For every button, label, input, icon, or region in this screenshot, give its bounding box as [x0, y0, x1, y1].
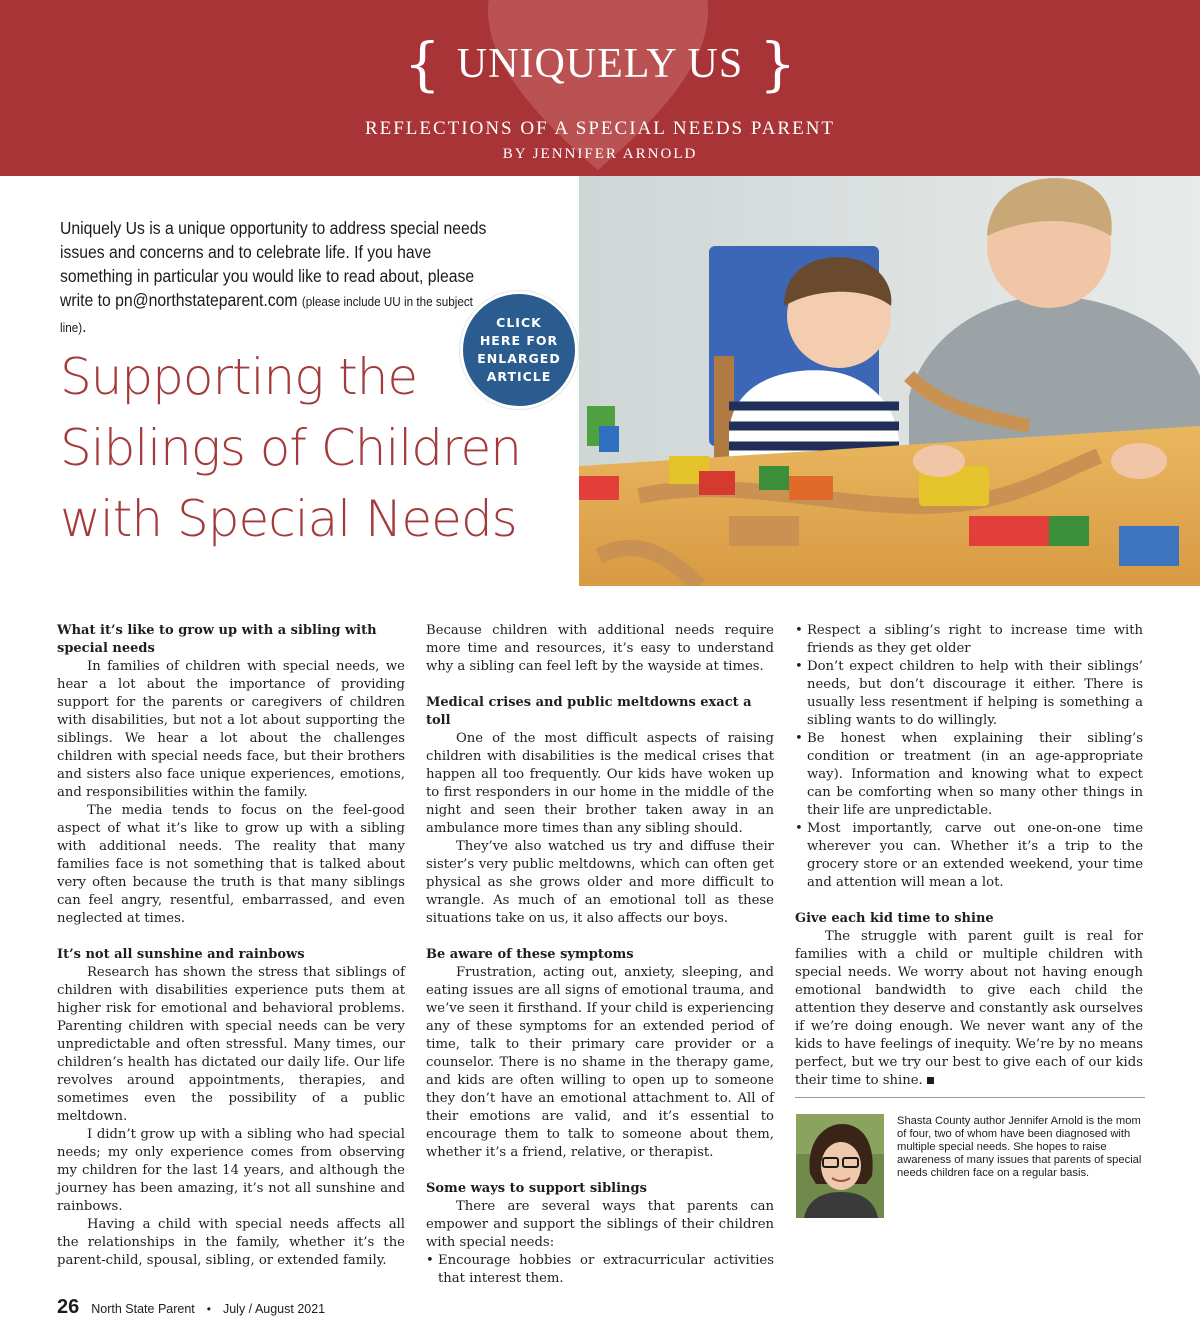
contact-email-link[interactable]: pn@northstateparent.com — [115, 290, 298, 310]
closing-text: The struggle with parent guilt is real for families with a child or multiple children with special needs. We worry about not having enough emotional bandwidth to give each child the attention they deserve and constantly ask ourselves if we’re doing enough. We never want any of the kids to have feelings of inequity. We’re by no means perfect, but we try our best to give each of our kids their time to shine. — [795, 929, 1143, 1088]
header-banner — [0, 0, 1200, 176]
badge-line-1: CLICK — [496, 315, 542, 330]
section-heading: Some ways to support siblings — [426, 1181, 647, 1196]
intro-body: Uniquely Us is a unique opportunity to address special needs issues and concerns and to celebrate life. If you have something in particular you would like to read about, please write to — [60, 218, 487, 310]
right-brace: } — [759, 30, 797, 98]
list-item: • Be honest when explaining their sibling’s condition or treatment (in an age-appropriate way). Information and knowing what to expect can be comforting when so many other things in their life are unpredictable. — [795, 730, 1143, 820]
intro-text — [60, 216, 492, 340]
intro-end: . — [82, 316, 87, 336]
paragraph: I didn’t grow up with a sibling who had special needs; my only experience comes from observing my children for the last 14 years, and although the journey has been amazing, it’s not all sunshine and rainbows. — [57, 1127, 405, 1214]
list-item: • Don’t expect children to help with their siblings’ needs, but don’t discourage it either. There is usually less resentment if helping is something a sibling wants to do willingly. — [795, 658, 1143, 730]
article-column-3 — [795, 622, 1143, 1090]
footer-separator: • — [206, 1302, 211, 1316]
column-byline: BY JENNIFER ARNOLD — [502, 146, 698, 162]
section-heading: What it’s like to grow up with a sibling with special needs — [57, 623, 377, 656]
intro-note: (please include UU in the subject line) — [60, 294, 473, 335]
column-name: UNIQUELY US — [456, 41, 744, 87]
badge-line-3: ENLARGED — [477, 351, 561, 366]
article-column-2 — [426, 622, 774, 1288]
list-item: • Respect a sibling’s right to increase time with friends as they get older — [795, 622, 1143, 658]
bio-divider — [795, 1097, 1145, 1098]
end-of-article-mark — [927, 1077, 934, 1084]
headline-line-3: with Special Needs — [60, 490, 517, 548]
badge-line-2: HERE FOR — [479, 333, 559, 348]
support-list — [426, 1252, 774, 1288]
article-photo — [579, 176, 1200, 586]
left-brace: { — [403, 30, 441, 98]
page-footer — [57, 1296, 325, 1319]
paragraph: One of the most difficult aspects of raising children with disabilities is the medical crises that happen all too frequently. Our kids have woken up to first responders in our home in the middle of the night and seen their brother taken away in an ambulance more times than any sibling should. — [426, 731, 774, 836]
author-portrait — [796, 1114, 884, 1218]
author-portrait-icon — [796, 1114, 884, 1218]
section-heading: It’s not all sunshine and rainbows — [57, 947, 305, 962]
section-heading: Medical crises and public meltdowns exact a toll — [426, 695, 752, 728]
column-subtitle: REFLECTIONS OF A SPECIAL NEEDS PARENT — [364, 118, 836, 139]
paragraph: In families of children with special needs, we hear a lot about the importance of providing support for the parents or caregivers of children with disabilities, but not a lot about supporting the siblings. We hear a lot about the challenges children with special needs face, but their brothers and sisters also face unique experiences, emotions, and responsibilities within the family. — [57, 659, 405, 800]
paragraph: The media tends to focus on the feel-good aspect of what it’s like to grow up with a sibling with additional needs. The reality that many families face is not something that is talked about very often because the truth is that many siblings can feel angry, resentful, embarrassed, and even neglected at times. — [57, 803, 405, 926]
paragraph — [795, 928, 1143, 1090]
article-column-1 — [57, 622, 405, 1270]
headline-line-1: Supporting the — [60, 348, 418, 406]
paragraph: Research has shown the stress that siblings of children with disabilities experience puts them at higher risk for emotional and behavioral problems. Parenting children with special needs can be very unpredictable and often stressful. Many times, our children’s health has dictated our daily life. Our life revolves around appointments, therapies, and sometimes even the possibility of a public meltdown. — [57, 965, 405, 1124]
photo-illustration — [579, 176, 1200, 586]
paragraph: Because children with additional needs require more time and resources, it’s easy to understand why a sibling can feel left by the wayside at times. — [426, 623, 774, 674]
issue-date: July / August 2021 — [222, 1302, 326, 1316]
article-headline — [60, 342, 560, 555]
publication-name: North State Parent — [91, 1302, 195, 1316]
page-number: 26 — [57, 1296, 80, 1318]
badge-line-4: ARTICLE — [486, 369, 552, 384]
column-title — [0, 30, 1200, 98]
paragraph: They’ve also watched us try and diffuse their sister’s very public meltdowns, which can often get physical as she grows older and more difficult to wrangle. As much of an emotional toll as these situations take on us, it also affects our boys. — [426, 839, 774, 926]
paragraph: Frustration, acting out, anxiety, sleeping, and eating issues are all signs of emotional trauma, and we’ve seen it firsthand. If your child is experiencing any of these symptoms for an extended period of time, talk to their primary care provider or a counselor. There is no shame in the therapy game, and kids are often willing to open up to someone they don’t have an emotional attachment to. All of their emotions are valid, and it’s essential to encourage them to talk to someone about them, whether it’s a friend, relative, or therapist. — [426, 965, 774, 1160]
support-list-continued — [795, 622, 1143, 892]
paragraph: Having a child with special needs affects all the relationships in the family, whether it’s the parent-child, spousal, sibling, or extended family. — [57, 1217, 405, 1268]
author-bio: Shasta County author Jennifer Arnold is the mom of four, two of whom have been diagnosed with multiple special needs. She hopes to raise awareness of many issues that parents of special needs children face on a regular basis. — [897, 1115, 1142, 1179]
section-heading: Give each kid time to shine — [795, 911, 994, 926]
headline-line-2: Siblings of Children — [60, 419, 521, 477]
list-item: • Most importantly, carve out one-on-one time wherever you can. Whether it’s a trip to the grocery store or an extended weekend, your time and attention will mean a lot. — [795, 820, 1143, 892]
list-item: • Encourage hobbies or extracurricular activities that interest them. — [426, 1252, 774, 1288]
section-heading: Be aware of these symptoms — [426, 947, 634, 962]
paragraph: There are several ways that parents can empower and support the siblings of their children with special needs: — [426, 1199, 774, 1250]
